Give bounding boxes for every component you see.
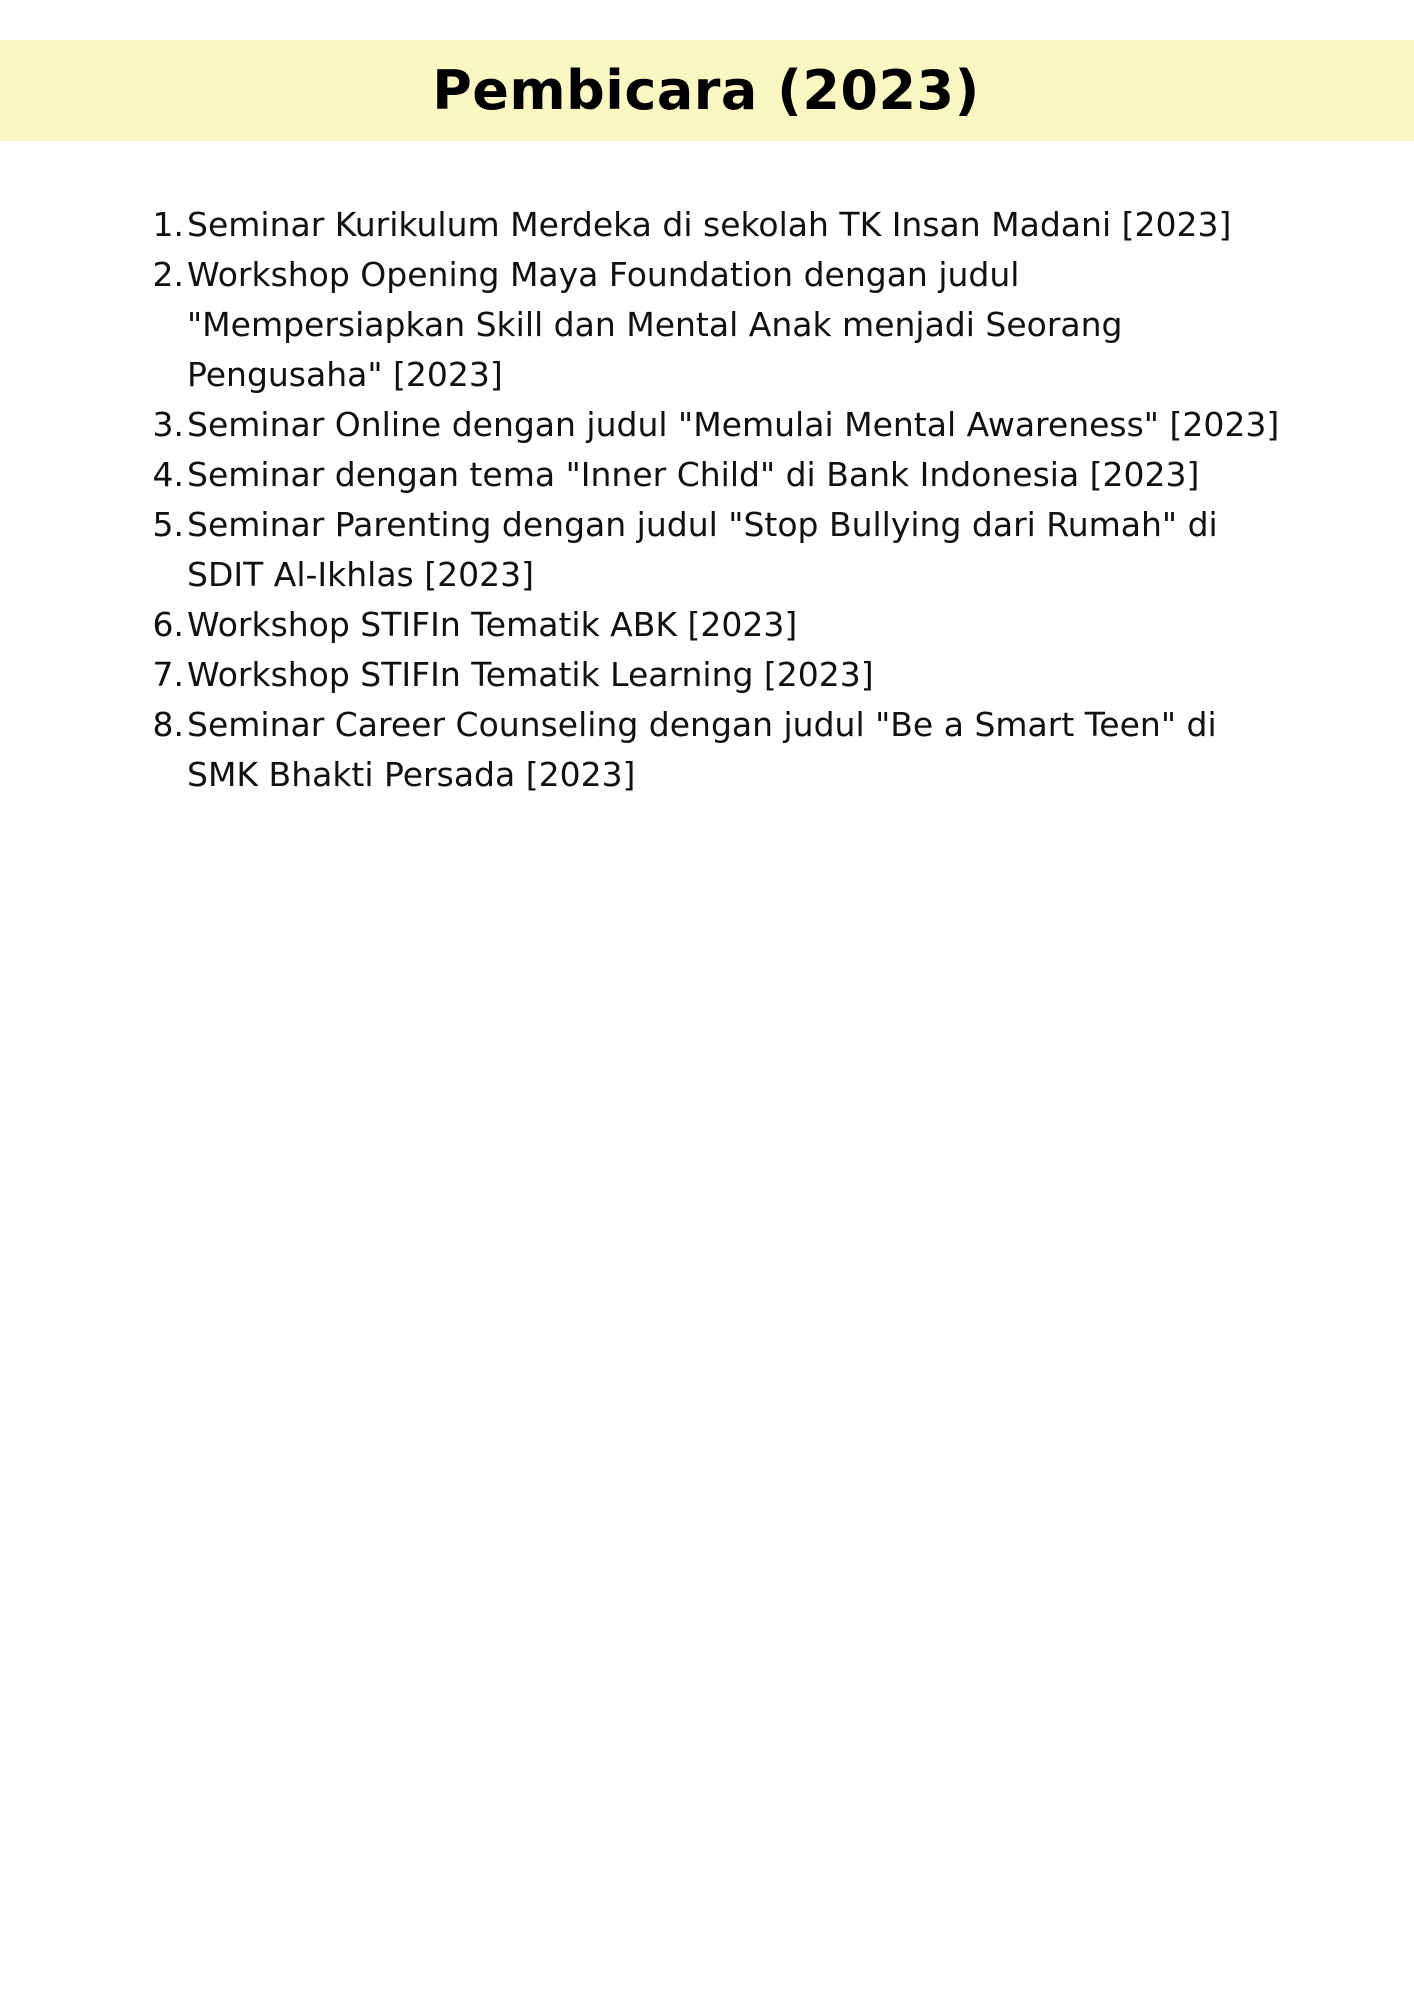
list-item-text: Seminar Online dengan judul "Memulai Mental Awareness" [2023] — [187, 405, 1280, 444]
list-item-number: 7. — [152, 655, 184, 694]
list-item — [140, 650, 1290, 700]
list-item-number: 8. — [152, 705, 184, 744]
list-item — [140, 250, 1290, 400]
title-band — [0, 40, 1414, 141]
list-item — [140, 400, 1290, 450]
list-item-text: Workshop STIFIn Tematik Learning [2023] — [187, 655, 874, 694]
list-item-text: Workshop Opening Maya Foundation dengan judul "Mempersiapkan Skill dan Mental Anak menjadi Seorang Pengusaha" [2023] — [187, 255, 1123, 394]
list-item-number: 3. — [152, 405, 184, 444]
list-item-text: Seminar dengan tema "Inner Child" di Bank Indonesia [2023] — [187, 455, 1200, 494]
list-item-text: Workshop STIFIn Tematik ABK [2023] — [187, 605, 798, 644]
list-item — [140, 700, 1290, 800]
list-item-number: 4. — [152, 455, 184, 494]
list-item-number: 5. — [152, 505, 184, 544]
list-item — [140, 450, 1290, 500]
list-item-text: Seminar Parenting dengan judul "Stop Bullying dari Rumah" di SDIT Al-Ikhlas [2023] — [187, 505, 1218, 594]
page-title: Pembicara (2023) — [432, 59, 980, 122]
list-item — [140, 500, 1290, 600]
list-item-text: Seminar Career Counseling dengan judul "Be a Smart Teen" di SMK Bhakti Persada [2023] — [187, 705, 1217, 794]
speaker-list — [140, 200, 1290, 800]
list-item-number: 1. — [152, 205, 184, 244]
list-item — [140, 200, 1290, 250]
list-item — [140, 600, 1290, 650]
list-item-number: 2. — [152, 255, 184, 294]
list-item-text: Seminar Kurikulum Merdeka di sekolah TK Insan Madani [2023] — [187, 205, 1232, 244]
list-item-number: 6. — [152, 605, 184, 644]
